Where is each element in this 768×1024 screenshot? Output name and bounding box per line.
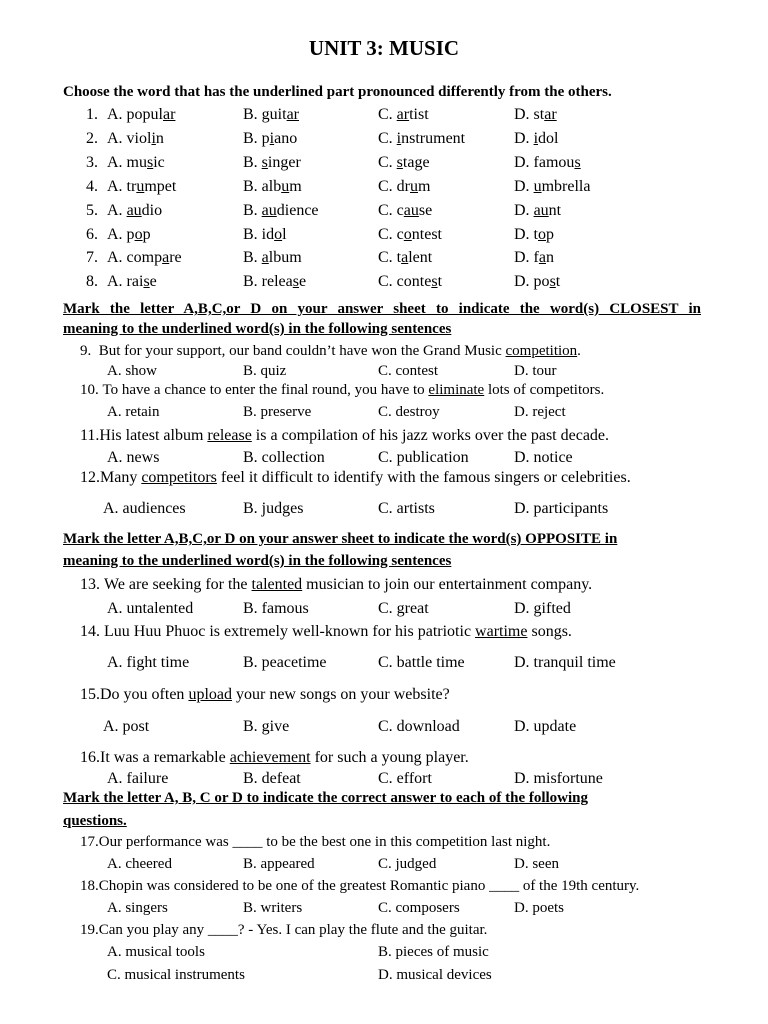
word-part: e (298, 273, 307, 291)
question-number: 3. (86, 153, 98, 171)
word-part: re (169, 249, 182, 267)
option-d (514, 154, 581, 172)
question-number: 15. (80, 686, 100, 703)
underlined-part: a (162, 249, 170, 267)
option-b (243, 130, 297, 148)
option-c: C. contest (378, 363, 438, 379)
option-a (107, 226, 151, 244)
underlined-part: o (538, 225, 546, 243)
question-15 (80, 686, 450, 704)
question-number: 5. (86, 201, 98, 219)
question-text: Our performance was ____ to be the best one in this competition last night. (98, 834, 551, 850)
question-number: 7. (86, 249, 98, 267)
option-d: D. gifted (514, 600, 571, 617)
option-a (107, 106, 175, 124)
option-b (243, 249, 302, 267)
underlined-word: release (207, 427, 252, 444)
underlined-part: au (261, 201, 277, 219)
option-b: B. writers (243, 900, 303, 916)
underlined-part: a (261, 249, 269, 267)
question-text-pre: Many (100, 469, 142, 486)
word-part: p (142, 225, 151, 243)
underlined-part: a (538, 249, 546, 267)
underlined-word: achievement (229, 749, 311, 766)
option-a: A. fight time (107, 654, 190, 671)
section2-instruction-line1: Mark the letter A,B,C,or D on your answer sheet to indicate the word(s) CLOSEST in (63, 301, 701, 317)
underlined-part: ar (544, 106, 557, 123)
word-part: nt (548, 201, 562, 219)
option-b: B. quiz (243, 363, 287, 379)
word-part: C. (378, 106, 397, 123)
option-d: D. tour (514, 363, 557, 379)
question-10 (80, 382, 604, 399)
question-number: 14. (80, 623, 100, 640)
option-c: C. battle time (378, 654, 465, 671)
option-b (243, 273, 306, 291)
word-part: mbrella (541, 177, 591, 195)
underlined-part: i (151, 129, 156, 147)
option-b (243, 178, 302, 196)
option-a: A. retain (107, 404, 160, 420)
question-text-pre: His latest album (99, 427, 208, 444)
word-part: lent (408, 249, 433, 267)
word-part: D. (514, 129, 534, 147)
question-text: Chopin was considered to be one of the greatest Romantic piano ____ of the 19th century. (98, 878, 640, 894)
word-part: B. (243, 249, 262, 267)
option-b: B. defeat (243, 770, 301, 787)
underlined-part: au (533, 201, 549, 219)
word-part: D. famou (514, 153, 575, 171)
word-part: A. p (107, 225, 135, 243)
option-a (107, 154, 165, 172)
underlined-word: competition (505, 343, 578, 359)
question-text-pre: We are seeking for the (104, 576, 252, 593)
word-part: dience (276, 201, 319, 219)
option-d: D. reject (514, 404, 566, 420)
underlined-part: s (431, 273, 438, 291)
word-part: t (437, 273, 443, 291)
option-a (107, 202, 162, 220)
question-number: 18. (80, 878, 99, 894)
word-part: lbum (268, 249, 302, 267)
underlined-part: ar (396, 106, 410, 123)
underlined-part: a (401, 249, 409, 267)
question-text-pre: But for your support, our band couldn’t have won the Grand Music (98, 343, 506, 359)
question-text-pre: It was a remarkable (100, 749, 230, 766)
word-part: B. id (243, 225, 275, 243)
word-part: tage (402, 153, 430, 171)
word-part: D. f (514, 249, 539, 267)
word-part: C. (378, 129, 397, 147)
option-d (514, 226, 554, 244)
underlined-part: ar (286, 106, 299, 123)
page-title: UNIT 3: MUSIC (308, 36, 460, 60)
underlined-word: wartime (475, 623, 528, 640)
word-part: B. (243, 201, 262, 219)
underlined-part: i (396, 129, 402, 147)
word-part: B. p (243, 129, 270, 147)
word-part: C. (378, 153, 397, 171)
word-part: A. popul (107, 106, 163, 123)
question-number: 13. (80, 576, 100, 593)
option-b: B. collection (243, 449, 325, 466)
underlined-word: eliminate (428, 382, 485, 398)
word-part: A. mu (107, 153, 147, 171)
section2-instruction-line2: meaning to the underlined word(s) in the following sentences (63, 321, 452, 337)
word-part: B. (243, 153, 262, 171)
option-c (378, 154, 430, 172)
word-part: n (155, 129, 164, 147)
question-text-post: . (577, 343, 581, 359)
word-part: D. t (514, 225, 538, 243)
question-18 (80, 878, 639, 895)
underlined-part: au (403, 201, 419, 219)
question-text-post: for such a young player. (310, 749, 469, 766)
option-d: D. update (514, 718, 577, 735)
option-d (514, 178, 590, 196)
option-a: A. singers (107, 900, 168, 916)
word-part: A. comp (107, 249, 163, 267)
word-part: dol (538, 129, 559, 147)
underlined-part: o (134, 225, 143, 243)
underlined-part: au (126, 201, 142, 219)
question-number: 6. (86, 225, 98, 243)
section1-instruction: Choose the word that has the underlined part pronounced differently from the others. (63, 84, 612, 100)
underlined-part: i (533, 129, 539, 147)
word-part: B. guit (243, 106, 287, 123)
question-number: 2. (86, 129, 98, 147)
word-part: e (149, 273, 157, 291)
underlined-part: u (281, 177, 290, 195)
word-part: m (289, 177, 302, 195)
word-part: n (546, 249, 554, 267)
option-d: D. notice (514, 449, 573, 466)
word-part: ic (153, 153, 165, 171)
option-c: C. composers (378, 900, 460, 916)
word-part: dio (141, 201, 163, 219)
word-part: A. (107, 201, 127, 219)
option-b: B. give (243, 718, 290, 735)
option-a: A. failure (107, 770, 169, 787)
option-c: C. publication (378, 449, 469, 466)
option-a: A. audiences (103, 500, 186, 517)
option-b: B. peacetime (243, 654, 327, 671)
option-d: D. misfortune (514, 770, 603, 787)
word-part: ano (274, 129, 298, 147)
option-a: A. news (107, 449, 160, 466)
question-text: Can you play any ____? - Yes. I can play the flute and the guitar. (98, 922, 488, 938)
option-c: C. musical instruments (107, 967, 245, 983)
question-14 (80, 623, 572, 641)
question-text-post: songs. (527, 623, 572, 640)
question-text-post: lots of competitors. (484, 382, 605, 398)
word-part: D. (514, 201, 534, 219)
option-a: A. musical tools (107, 944, 205, 960)
question-number: 19. (80, 922, 99, 938)
option-c: C. effort (378, 770, 432, 787)
option-c (378, 130, 465, 148)
question-11 (80, 427, 609, 445)
word-part: B. relea (243, 273, 293, 291)
underlined-part: i (269, 129, 275, 147)
word-part: se (418, 201, 433, 219)
section4-instruction-line1: Mark the letter A, B, C or D to indicate the correct answer to each of the following (63, 790, 589, 806)
word-part: B. alb (243, 177, 282, 195)
word-part: A. rai (107, 273, 144, 291)
word-part: D. po (514, 273, 550, 291)
section3-instruction-line2: meaning to the underlined word(s) in the following sentences (63, 553, 452, 569)
underlined-part: s (549, 273, 556, 291)
question-text-pre: To have a chance to enter the final round, you have to (102, 382, 429, 398)
question-number: 9. (80, 343, 92, 359)
question-number: 17. (80, 834, 99, 850)
underlined-part: s (147, 153, 154, 171)
option-c (378, 226, 442, 244)
word-part: inger (267, 153, 301, 171)
underlined-part: o (274, 225, 283, 243)
option-a (107, 130, 164, 148)
question-number: 10. (80, 382, 99, 398)
option-b: B. pieces of music (378, 944, 489, 960)
underlined-part: s (261, 153, 268, 171)
option-c (378, 249, 432, 267)
option-a: A. untalented (107, 600, 194, 617)
word-part: tist (409, 106, 429, 123)
underlined-part: o (403, 225, 412, 243)
option-c: C. download (378, 718, 460, 735)
word-part: A. tr (107, 177, 137, 195)
section4-instruction-line2: questions. (63, 813, 127, 829)
underlined-word: talented (251, 576, 303, 593)
underlined-part: u (533, 177, 542, 195)
word-part: nstrument (401, 129, 466, 147)
underlined-word: competitors (141, 469, 217, 486)
question-text-pre: Luu Huu Phuoc is extremely well-known for his patriotic (104, 623, 476, 640)
option-c (378, 178, 430, 196)
underlined-part: u (410, 177, 418, 195)
word-part: C. dr (378, 177, 410, 195)
word-part: ntest (411, 225, 442, 243)
question-17 (80, 834, 550, 851)
option-c (378, 106, 429, 124)
option-b (243, 154, 301, 172)
question-19 (80, 922, 487, 939)
word-part: C. c (378, 201, 404, 219)
option-d: D. participants (514, 500, 609, 517)
option-b (243, 106, 299, 124)
question-number: 11. (80, 427, 100, 444)
question-text-post: feel it difficult to identify with the famous singers or celebrities. (216, 469, 631, 486)
option-a (107, 273, 157, 291)
option-b: B. appeared (243, 856, 315, 872)
word-part: C. t (378, 249, 402, 267)
word-part: D. (514, 177, 534, 195)
underlined-part: u (136, 177, 145, 195)
question-9 (80, 343, 581, 360)
question-text-post: is a compilation of his jazz works over the past decade. (251, 427, 610, 444)
underlined-part: ar (163, 106, 176, 123)
question-number: 4. (86, 177, 98, 195)
question-number: 8. (86, 273, 98, 291)
question-text-pre: Do you often (100, 686, 189, 703)
option-d (514, 130, 558, 148)
word-part: l (282, 225, 287, 243)
underlined-part: s (396, 153, 403, 171)
word-part: A. viol (107, 129, 152, 147)
option-c: C. destroy (378, 404, 440, 420)
option-b: B. famous (243, 600, 309, 617)
option-c: C. artists (378, 500, 435, 517)
word-part: mpet (144, 177, 177, 195)
word-part: m (418, 177, 431, 195)
question-16 (80, 749, 469, 767)
question-number: 12. (80, 469, 100, 486)
word-part: D. st (514, 106, 545, 123)
word-part: t (555, 273, 561, 291)
option-d: D. musical devices (378, 967, 492, 983)
option-c: C. great (378, 600, 429, 617)
underlined-part: s (292, 273, 299, 291)
word-part: C. c (378, 225, 404, 243)
option-a (107, 249, 182, 267)
option-a: A. show (107, 363, 158, 379)
option-d (514, 202, 561, 220)
question-number: 1. (86, 106, 98, 123)
underlined-word: upload (188, 686, 232, 703)
question-text-post: your new songs on your website? (231, 686, 450, 703)
option-b: B. preserve (243, 404, 312, 420)
option-c: C. judged (378, 856, 437, 872)
option-d: D. poets (514, 900, 564, 916)
question-12 (80, 469, 631, 487)
question-number: 16. (80, 749, 100, 766)
option-d (514, 106, 557, 124)
option-b (243, 226, 287, 244)
question-text-post: musician to join our entertainment company. (302, 576, 593, 593)
option-b (243, 202, 319, 220)
option-d: D. tranquil time (514, 654, 616, 671)
option-a: A. post (103, 718, 150, 735)
option-b: B. judges (243, 500, 304, 517)
option-a (107, 178, 176, 196)
option-d (514, 249, 554, 267)
word-part: p (546, 225, 554, 243)
option-d (514, 273, 560, 291)
underlined-part: s (574, 153, 581, 171)
option-c (378, 202, 432, 220)
option-a: A. cheered (107, 856, 172, 872)
option-c (378, 273, 442, 291)
section3-instruction-line1: Mark the letter A,B,C,or D on your answer sheet to indicate the word(s) OPPOSITE in (63, 531, 618, 547)
option-d: D. seen (514, 856, 559, 872)
word-part: C. conte (378, 273, 432, 291)
underlined-part: s (143, 273, 150, 291)
question-13 (80, 576, 592, 594)
